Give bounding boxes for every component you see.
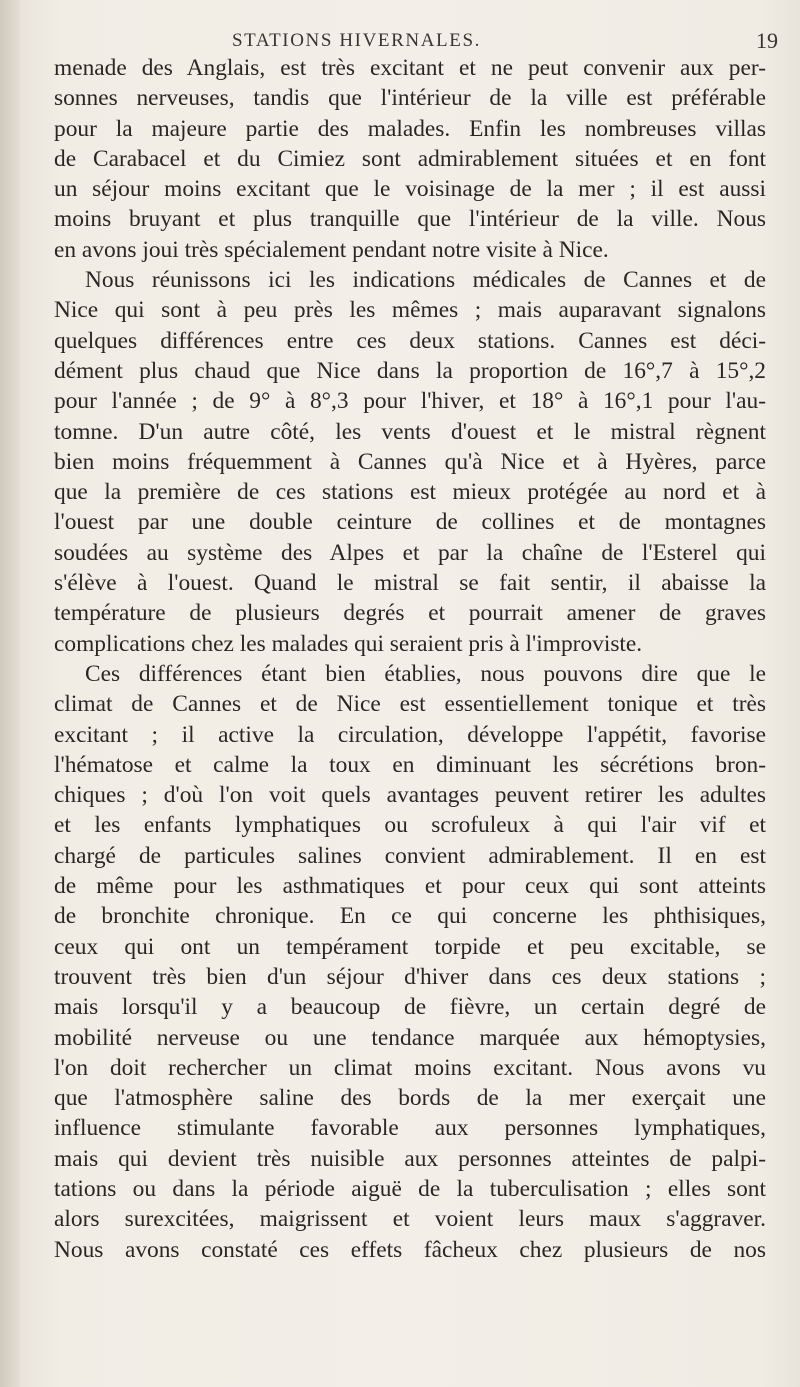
text-line: tomne. D'un autre côté, les vents d'ouest et le mistral règnent bbox=[54, 418, 766, 445]
text-line: bien moins fréquemment à Cannes qu'à Nice et à Hyères, parce bbox=[54, 448, 766, 475]
text-line: un séjour moins excitant que le voisinage de la mer ; il est aussi bbox=[54, 176, 766, 203]
text-line: mais qui devient très nuisible aux personnes atteintes de palpi- bbox=[54, 1145, 766, 1172]
running-head: STATIONS HIVERNALES. bbox=[232, 30, 481, 51]
text-line: soudées au système des Alpes et par la chaîne de l'Esterel qui bbox=[54, 539, 766, 566]
text-line: que l'atmosphère saline des bords de la mer exerçait une bbox=[54, 1085, 766, 1112]
text-line: pour la majeure partie des malades. Enfin les nombreuses villas bbox=[54, 115, 766, 142]
text-line: température de plusieurs degrés et pourrait amener de graves bbox=[54, 600, 766, 627]
text-line: et les enfants lymphatiques ou scrofuleux à qui l'air vif et bbox=[54, 812, 766, 839]
text-line: de bronchite chronique. En ce qui concerne les phthisiques, bbox=[54, 903, 766, 930]
text-line: l'hématose et calme la toux en diminuant les sécrétions bron- bbox=[54, 751, 766, 778]
text-line: dément plus chaud que Nice dans la proportion de 16°,7 à 15°,2 bbox=[54, 357, 766, 384]
text-line: mobilité nerveuse ou une tendance marquée aux hémoptysies, bbox=[54, 1024, 766, 1051]
text-line: moins bruyant et plus tranquille que l'intérieur de la ville. Nous bbox=[54, 206, 766, 233]
text-line: excitant ; il active la circulation, développe l'appétit, favorise bbox=[54, 721, 766, 748]
text-line: chargé de particules salines convient admirablement. Il en est bbox=[54, 842, 766, 869]
text-line: alors surexcitées, maigrissent et voient leurs maux s'aggraver. bbox=[54, 1206, 766, 1233]
text-line: l'on doit rechercher un climat moins excitant. Nous avons vu bbox=[54, 1054, 766, 1081]
text-line: tations ou dans la période aiguë de la tuberculisation ; elles sont bbox=[54, 1175, 766, 1202]
text-line: Nous avons constaté ces effets fâcheux chez plusieurs de nos bbox=[54, 1236, 766, 1263]
text-line: que la première de ces stations est mieux protégée au nord et à bbox=[54, 479, 766, 506]
text-line: complications chez les malades qui seraient pris à l'improviste. bbox=[54, 630, 643, 657]
text-line: ceux qui ont un tempérament torpide et peu excitable, se bbox=[54, 933, 766, 960]
text-line: chiques ; d'où l'on voit quels avantages peuvent retirer les adultes bbox=[54, 782, 766, 809]
text-line: l'ouest par une double ceinture de collines et de montagnes bbox=[54, 509, 766, 536]
page-gutter-shadow bbox=[0, 0, 20, 1387]
text-line: trouvent très bien d'un séjour d'hiver dans ces deux stations ; bbox=[54, 963, 766, 990]
text-line: climat de Cannes et de Nice est essentiellement tonique et très bbox=[54, 691, 766, 718]
text-line: de même pour les asthmatiques et pour ceux qui sont atteints bbox=[54, 873, 766, 900]
text-line: pour l'année ; de 9° à 8°,3 pour l'hiver, et 18° à 16°,1 pour l'au- bbox=[54, 388, 766, 415]
text-line: Nous réunissons ici les indications médicales de Cannes et de bbox=[85, 267, 766, 294]
text-line: mais lorsqu'il y a beaucoup de fièvre, un certain degré de bbox=[54, 994, 766, 1021]
page-number: 19 bbox=[756, 28, 778, 53]
text-line: en avons joui très spécialement pendant notre visite à Nice. bbox=[54, 236, 609, 263]
text-line: Ces différences étant bien établies, nous pouvons dire que le bbox=[85, 660, 766, 687]
text-line: Nice qui sont à peu près les mêmes ; mais auparavant signalons bbox=[54, 297, 766, 324]
body-text bbox=[54, 53, 766, 1265]
text-line: menade des Anglais, est très excitant et ne peut convenir aux per- bbox=[54, 55, 766, 81]
text-line: influence stimulante favorable aux personnes lymphatiques, bbox=[54, 1115, 766, 1142]
text-line: sonnes nerveuses, tandis que l'intérieur de la ville est préférable bbox=[54, 85, 766, 112]
text-line: de Carabacel et du Cimiez sont admirablement situées et en font bbox=[54, 145, 766, 172]
text-line: quelques différences entre ces deux stations. Cannes est déci- bbox=[54, 327, 766, 354]
text-line: s'élève à l'ouest. Quand le mistral se fait sentir, il abaisse la bbox=[54, 570, 766, 597]
